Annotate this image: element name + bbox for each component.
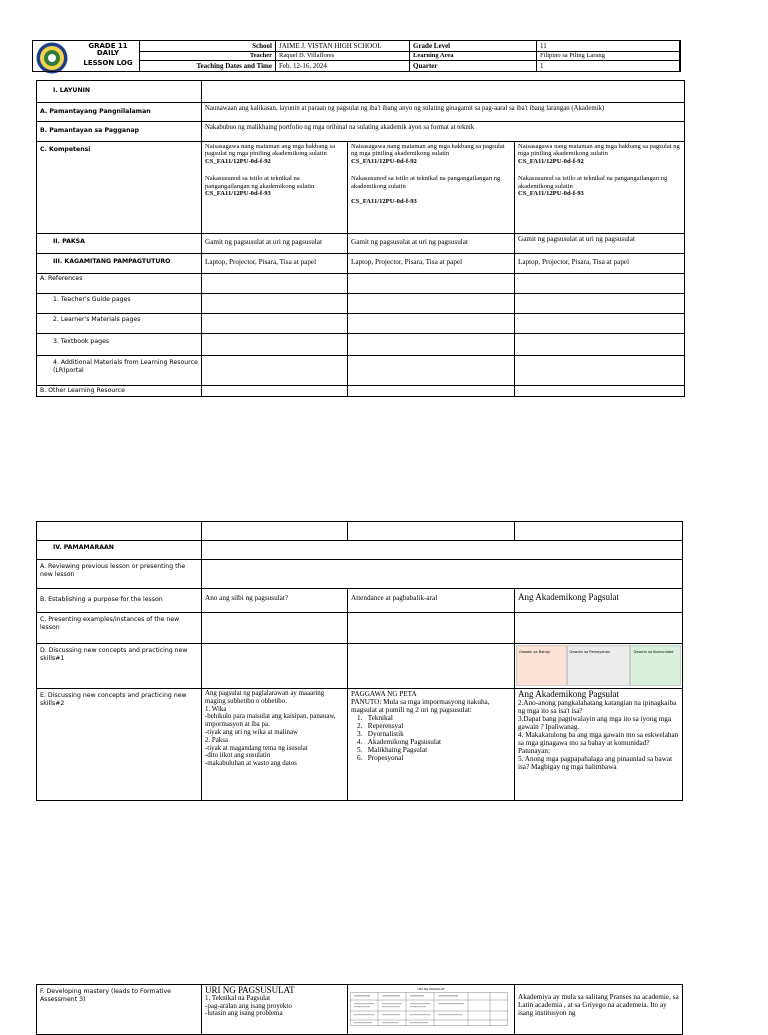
discussing-1-col3 (515, 644, 683, 689)
grade-title: GRADE 11 (88, 42, 128, 50)
paksa-col2: Gamit ng pagsusulat at uri ng pagsusulat (348, 234, 515, 254)
learning-area-value: Filipino sa Piling Larang (537, 52, 681, 61)
kagamitan-label: III. KAGAMITANG PAMPAGTUTURO (37, 254, 202, 274)
gawain-bahay-box: Gawain sa Bahay (516, 645, 567, 686)
quarter-value: 1 (537, 61, 681, 72)
school-value: JAIME J. VISTAN HIGH SCHOOL (276, 41, 410, 52)
quarter-label: Quarter (410, 61, 537, 72)
grade-level-value: 11 (537, 41, 681, 52)
pamantayan-pagganap-value: Nakabubuo ng malikhaing portfolio ng mga orihinal na sulating akademik ayon sa format at teknik (202, 122, 685, 142)
gawain-komunidad-box: Gawain sa Komunidad (630, 645, 681, 686)
teacher-label: Teacher (140, 52, 276, 61)
school-label: School (140, 41, 276, 52)
objectives-table (36, 80, 685, 397)
kagamitan-col1: Laptop, Projector, Pisara, Tisa at papel (202, 254, 348, 274)
dates-value: Feb. 12-16, 2024 (276, 61, 410, 72)
pamantayang-nilalaman-label: A. Pamantayang Pangnilalaman (37, 103, 202, 122)
pamantayan-pagganap-label: B. Pamantayan sa Pagganap (37, 122, 202, 142)
mastery-col1: URI NG PAGSUSULAT 1. Teknikal na Pagsulat -pag-aralan ang isang proyekto -lutasin ang isang problema (202, 985, 348, 1035)
procedure-table (36, 521, 683, 801)
mastery-table (36, 984, 683, 1035)
discussing-2-col2: PAGGAWA NG PETA PANUTO: Mula sa mga impormasyong nakuha, magsulat at pumili ng 2 uri ng pagsusulat: 1. Teknikal 2. Reperensyal 3. Dyornalistik 4. Akademikong Pagsusulat 5. Malikhaing Pagsulat 6. Propesyonal (348, 689, 515, 801)
pamantayang-nilalaman-value: Naunawaan ang kalikasan, layunin at paraan ng pagsulat ng iba't ibang anyo ng sulating ginagamit sa pag-aaral sa iba't ibang larangan (Akademik) (202, 103, 685, 122)
other-resource-label: B. Other Learning Resource (37, 386, 202, 397)
kompetensi-label: C. Kompetensi (37, 142, 202, 234)
teacher-value: Raquel D. Villaflores (276, 52, 410, 61)
purpose-label: B. Establishing a purpose for the lesson (37, 589, 202, 613)
mastery-col2: URI NG PAGSULAT (348, 985, 515, 1035)
teachers-guide-label: 1. Teacher's Guide pages (37, 294, 202, 314)
kagamitan-col2: Laptop, Projector, Pisara, Tisa at papel (348, 254, 515, 274)
dates-label: Teaching Dates and Time (140, 61, 276, 72)
header-table (139, 40, 681, 72)
gawain-pamayanan-box: Gawain sa Pamayanan (567, 645, 631, 686)
purpose-col2: Attendance at pagbabalik-aral (348, 589, 515, 613)
learning-area-label: Learning Area (410, 52, 537, 61)
mastery-mini-table (350, 992, 508, 1026)
mastery-col3: Akademiya ay mula sa salitang Pranses na academie, sa Latin academia , at sa Griyego na academeia. Ito ay isang institusyon ng (515, 985, 683, 1035)
lesson-log-title: LESSON LOG (83, 59, 133, 67)
reviewing-label: A. Reviewing previous lesson or presenting the new lesson (37, 560, 202, 589)
kompetensi-col2: Naisasagawa nang mataman ang mga hakbang sa pagsulat ng mga piniling akademikong sulatin CS_FA11/12PU-0d-f-92 Nakasusunod sa istilo at teknikal na pangangailangan ng akademikong sulatin CS_FA11/12PU-0d-f-93 (348, 142, 515, 234)
references-label: A. References (37, 274, 202, 294)
textbook-label: 3. Textbook pages (37, 334, 202, 356)
kompetensi-col3: Naisasagawa nang mataman ang mga hakbang sa pagsulat ng mga piniling akademikong sulatin CS_FA11/12PU-0d-f-92 Nakasusunod sa istilo at teknikal na pangangailangan ng akademikong sulatin CS_FA11/12PU-0d-f-93 (515, 142, 685, 234)
discussing-1-label: D. Discussing new concepts and practicing new skills#1 (37, 644, 202, 689)
paksa-col1: Gamit ng pagsusulat at uri ng pagsusulat (202, 234, 348, 254)
additional-materials-label: 4. Additional Materials from Learning Resource (LR)portal (37, 356, 202, 386)
paksa-label: II. PAKSA (37, 234, 202, 254)
learners-materials-label: 2. Learner's Materials pages (37, 314, 202, 334)
grade-level-label: Grade Level (410, 41, 537, 52)
discussing-2-col3: Ang Akademikong Pagsulat 2.Ano-anong pangkalahatang katangian na ipinagkaiba ng mga ito sa isa't isa? 3.Dapat bang pagtiwalayin ang mga ito sa iyong mga gawain ? Ipaliwanag. 4. Makakatulong ba ang mga gawain mo sa eskwelahan sa mga ginagawa mo sa bahay at komunidad? Patunayan; 5. Anong mga pagpapahalaga ang pinaunlad sa bawat isa? Magbigay ng mga halimbawa (515, 689, 683, 801)
developing-mastery-label: F. Developing mastery (leads to Formative Assessment 3) (37, 985, 202, 1035)
paksa-col3: Gamit ng pagsusulat at uri ng pagsusulat (515, 234, 685, 254)
presenting-examples-label: C. Presenting examples/instances of the new lesson (37, 613, 202, 644)
purpose-col1: Ano ang silbi ng pagsusulat? (202, 589, 348, 613)
kompetensi-col1: Naisasagawa nang mataman ang mga hakbang sa pagsulat ng mga piniling akademikong sulatin CS_FA11/12PU-0d-f-92 Nakasusunod sa istilo at teknikal na pangangailangan ng akademikong sulatin CS_FA11/12PU-0d-f-93 (202, 142, 348, 234)
discussing-2-label: E. Discussing new concepts and practicing new skills#2 (37, 689, 202, 801)
pamamaraan-heading: IV. PAMAMARAAN (37, 541, 202, 560)
kagamitan-col3: Laptop, Projector, Pisara, Tisa at papel (515, 254, 685, 274)
daily-title: DAILY (96, 49, 120, 57)
purpose-col3: Ang Akademikong Pagsulat (515, 589, 683, 613)
discussing-2-col1: Ang pagsulat ng paglalarawan ay maaaring maging subhetibo o obhetibo. 1. Wika -behikulo para maisulat ang kaisipan, panauaw, impormasyon at iba pa. -tiyak ang uri ng wika at malinaw 2. Paksa -tiyak at magandang tema ng isusulat -dito iikot ang susulatin -makabuluhan at wasto ang datos (202, 689, 348, 801)
layunin-heading: I. LAYUNIN (37, 81, 202, 103)
